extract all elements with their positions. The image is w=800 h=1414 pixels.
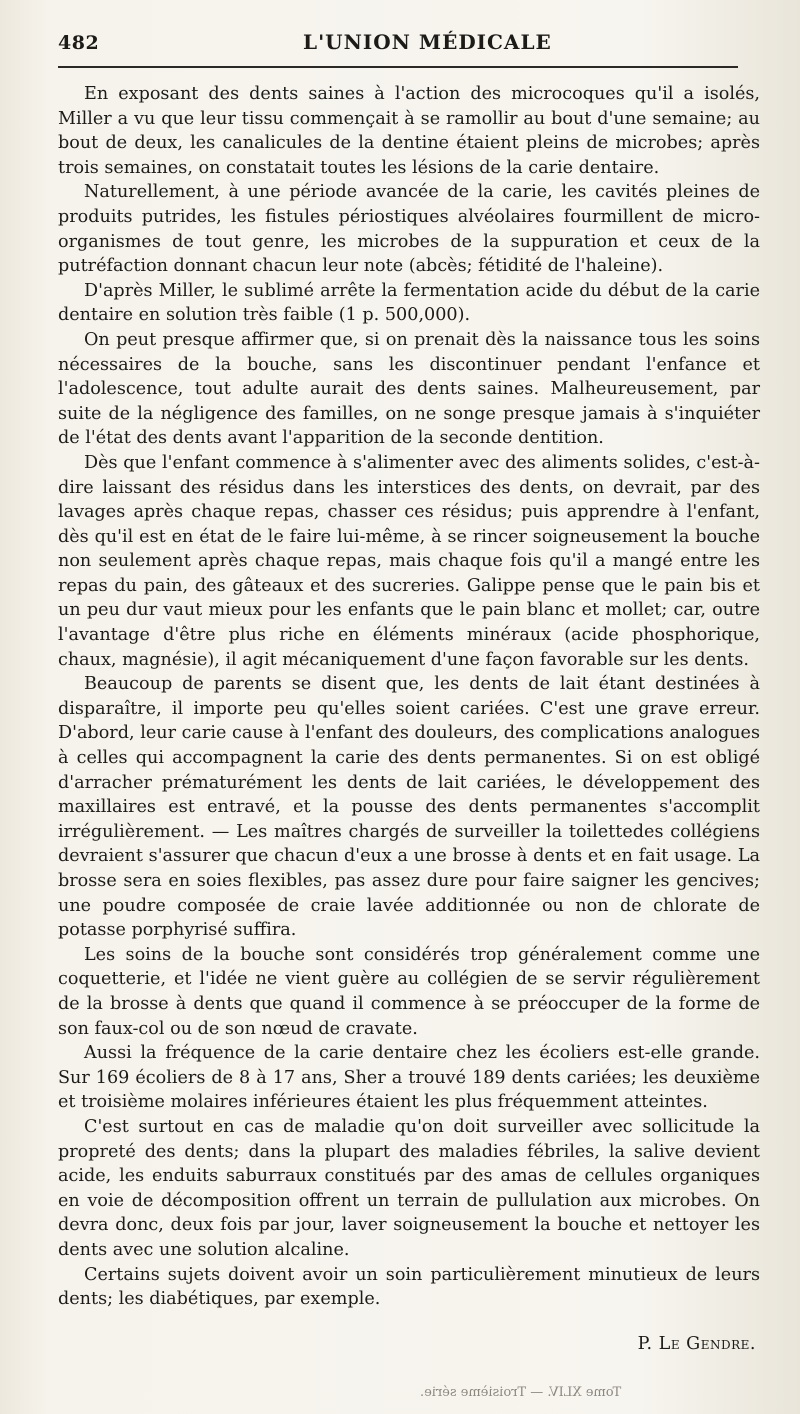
running-title: L'UNION MÉDICALE: [303, 30, 552, 54]
paragraph: Les soins de la bouche sont considérés trop généralement comme une coquetterie, et l'idée ne vient guère au collégien de se servir régulièrement de la brosse à dents que quand il commence à se préoccuper de la forme de son faux-col ou de son nœud de cravate.: [58, 944, 760, 1039]
signature-name: Le Gendre.: [658, 1334, 756, 1354]
author-signature: [638, 1334, 756, 1354]
paragraph: En exposant des dents saines à l'action des microcoques qu'il a isolés, Miller a vu que leur tissu commençait à se ramollir au bout d'une semaine; au bout de deux, les canalicules de la dentine étaient pleins de microbes; après trois semaines, on constatait toutes les lésions de la carie dentaire.: [58, 84, 760, 178]
paragraph: Certains sujets doivent avoir un soin particulièrement minutieux de leurs dents; les diabétiques, par exemple.: [58, 1264, 760, 1310]
bleed-through-footer: Tome XLIV. — Troisième série.: [420, 1385, 622, 1400]
paragraph: D'après Miller, le sublimé arrête la fermentation acide du début de la carie dentaire en solution très faible (1 p. 500,000).: [58, 280, 760, 326]
article-body: [58, 82, 760, 1312]
page-number: 482: [58, 32, 100, 54]
page-header: [58, 26, 760, 60]
signature-initial: P.: [637, 1334, 653, 1354]
header-rule: [58, 66, 738, 68]
paragraph: On peut presque affirmer que, si on prenait dès la naissance tous les soins nécessaires de la bouche, sans les discontinuer pendant l'enfance et l'adolescence, tout adulte aurait des dents saines. Malheureusement, par suite de la négligence des familles, on ne songe presque jamais à s'inquiéter de l'état des dents avant l'apparition de la seconde dentition.: [58, 329, 760, 449]
paragraph: Naturellement, à une période avancée de la carie, les cavités pleines de produits putrides, les fistules périostiques alvéolaires fourmillent de micro-organismes de tout genre, les microbes de la suppuration et ceux de la putréfaction donnant chacun leur note (abcès; fétidité de l'haleine).: [58, 182, 760, 277]
paragraph: Dès que l'enfant commence à s'alimenter avec des aliments solides, c'est-à-dire laissant des résidus dans les interstices des dents, on devrait, par des lavages après chaque repas, chasser ces résidus; puis apprendre à l'enfant, dès qu'il est en état de le faire lui-même, à se rincer soigneusement la bouche non seulement après chaque repas, mais chaque fois qu'il a mangé entre les repas du pain, des gâteaux et des sucreries. Galippe pense que le pain bis et un peu dur vaut mieux pour les enfants que le pain blanc et mollet; car, outre l'avantage d'être plus riche en éléments minéraux (acide phosphorique, chaux, magnésie), il agit mécaniquement d'une façon favorable sur les dents.: [58, 452, 760, 670]
paragraph: Beaucoup de parents se disent que, les dents de lait étant destinées à disparaître, il importe peu qu'elles soient cariées. C'est une grave erreur. D'abord, leur carie cause à l'enfant des douleurs, des complications analogues à celles qui accompagnent la carie des dents permanentes. Si on est obligé d'arracher prématurément les dents de lait cariées, le développement des maxillaires est entravé, et la pousse des dents permanentes s'accomplit irrégulièrement. — Les maîtres chargés de surveiller la toilettedes collégiens devraient s'assurer que chacun d'eux a une brosse à dents et en fait usage. La brosse sera en soies flexibles, pas assez dure pour faire saigner les gencives; une poudre composée de craie lavée additionnée ou non de chlorate de potasse porphyrisé suffira.: [58, 674, 760, 941]
paragraph: C'est surtout en cas de maladie qu'on doit surveiller avec sollicitude la propreté des dents; dans la plupart des maladies fébriles, la salive devient acide, les enduits saburraux constitués par des amas de cellules organiques en voie de décomposition offrent un terrain de pullulation aux microbes. On devra donc, deux fois par jour, laver soigneusement la bouche et nettoyer les dents avec une solution alcaline.: [58, 1116, 760, 1260]
paragraph: Aussi la fréquence de la carie dentaire chez les écoliers est-elle grande. Sur 169 écoliers de 8 à 17 ans, Sher a trouvé 189 dents cariées; les deuxième et troisième molaires inférieures étaient les plus fréquemment atteintes.: [58, 1043, 760, 1113]
